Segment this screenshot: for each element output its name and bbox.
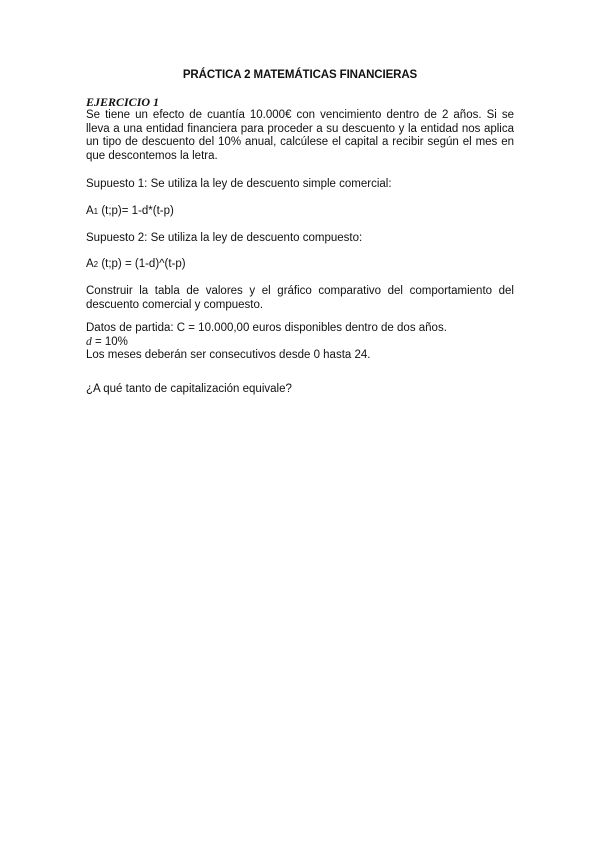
formula-1-subscript: 1 (93, 207, 99, 216)
question-block (86, 383, 514, 397)
d-value-line (86, 336, 514, 350)
supuesto-2-line (86, 232, 514, 246)
intro-paragraph: Se tiene un efecto de cuantía 10.000€ con vencimiento dentro de 2 años. Si se lleva a una entidad financiera para proceder a su descuento y la entidad nos aplica un tipo de descuento del 10% anual, calcúlese el capital a recibir según el mes en que descontemos la letra. (86, 109, 514, 162)
formula-2-rest: (t;p) = (1-d)^(t-p) (98, 258, 186, 270)
construct-paragraph: Construir la tabla de valores y el gráfico comparativo del comportamiento del descuento comercial y compuesto. (86, 285, 514, 311)
question-text: ¿A qué tanto de capitalización equivale? (86, 383, 292, 395)
formula-2-subscript: 2 (93, 260, 99, 269)
formula-2 (86, 258, 514, 272)
formula-1 (86, 205, 514, 219)
exercise-block (86, 96, 514, 163)
datos-block (86, 322, 514, 363)
datos-line: Datos de partida: C = 10.000,00 euros disponibles dentro de dos años. (86, 322, 447, 334)
formula-1-rest: (t;p)= 1-d*(t-p) (98, 205, 174, 217)
formula-1-text (86, 205, 514, 219)
document-title: PRÁCTICA 2 MATEMÁTICAS FINANCIERAS (182, 69, 418, 81)
d-variable: d (86, 335, 92, 348)
formula-2-text (86, 258, 514, 272)
d-value: = 10% (91, 335, 128, 348)
construct-block (86, 285, 514, 312)
formula-2-prefix: A (86, 258, 94, 270)
supuesto-2-text: Supuesto 2: Se utiliza la ley de descuento compuesto: (86, 232, 363, 244)
exercise-heading: EJERCICIO 1 (86, 95, 160, 109)
meses-line: Los meses deberán ser consecutivos desde 0 hasta 24. (86, 349, 371, 362)
supuesto-1-line (86, 178, 514, 192)
supuesto-1-text: Supuesto 1: Se utiliza la ley de descuento simple comercial: (86, 178, 392, 190)
formula-1-prefix: A (86, 205, 94, 217)
